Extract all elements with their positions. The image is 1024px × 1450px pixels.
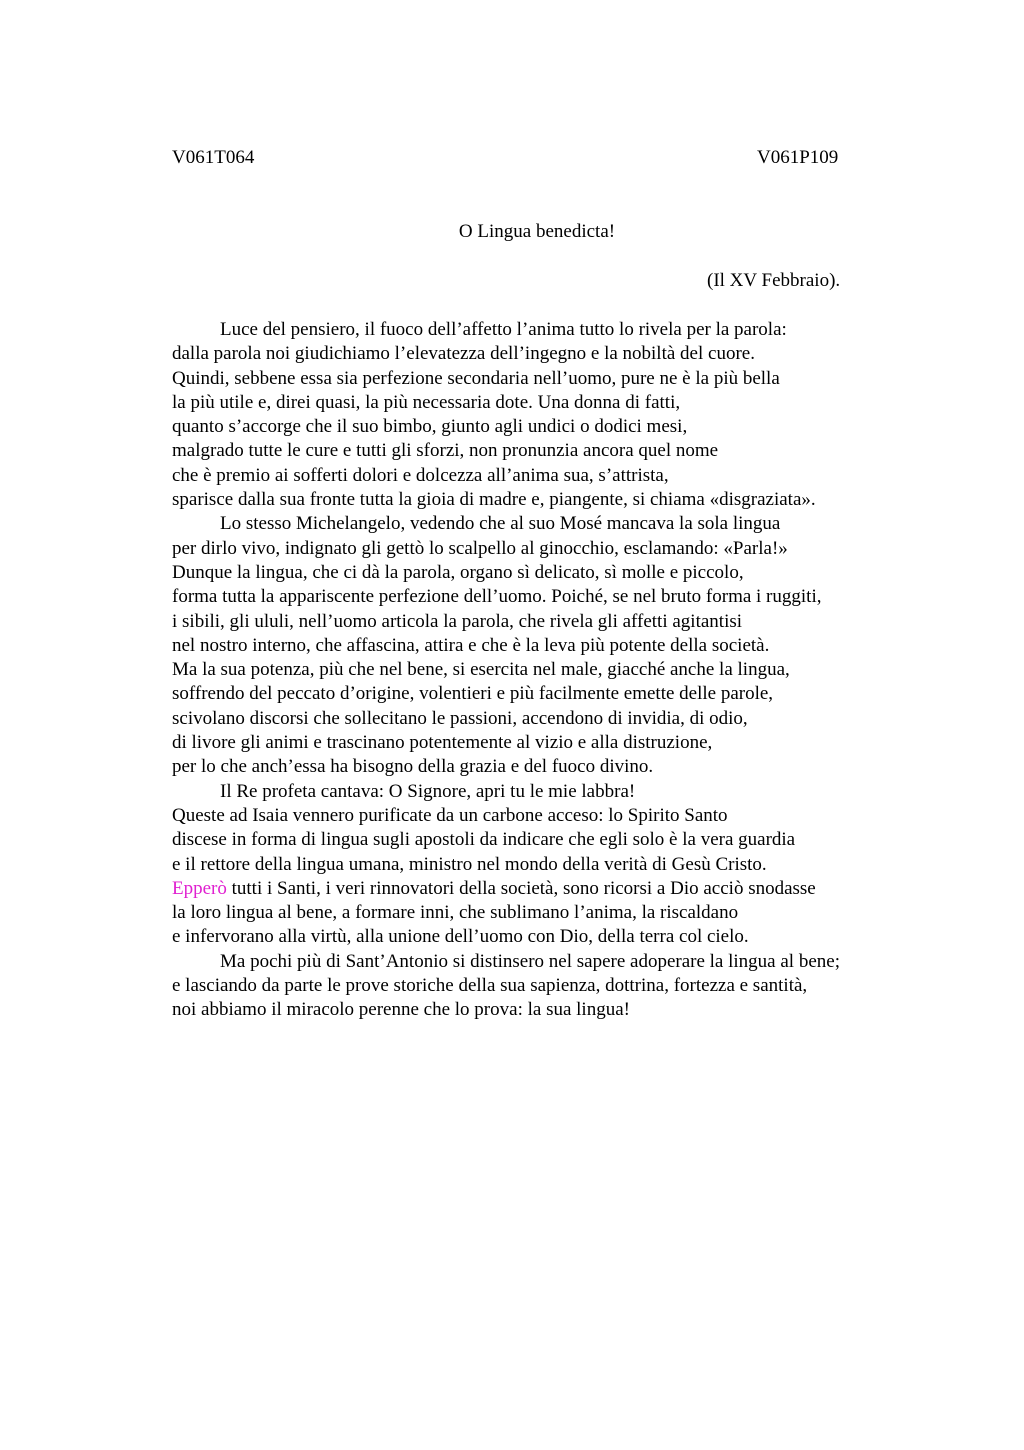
text-line: e lasciando da parte le prove storiche della sua sapienza, dottrina, fortezza e santità, xyxy=(172,975,808,997)
text-line: Luce del pensiero, il fuoco dell’affetto l’anima tutto lo rivela per la parola: xyxy=(220,319,787,340)
text-line: noi abbiamo il miracolo perenne che lo prova: la sua lingua! xyxy=(172,999,630,1021)
page-title: O Lingua benedicta! xyxy=(458,221,616,242)
text-line: i sibili, gli ululi, nell’uomo articola la parola, che rivela gli affetti agitantisi xyxy=(172,610,743,632)
date-line: (Il XV Febbraio). xyxy=(707,270,841,291)
highlighted-word: Epperò xyxy=(172,877,227,899)
text-line: e il rettore della lingua umana, ministro nel mondo della verità di Gesù Cristo. xyxy=(172,853,767,875)
text-line: per dirlo vivo, indignato gli gettò lo scalpello al ginocchio, esclamando: «Parla!» xyxy=(172,537,788,559)
text-line: Lo stesso Michelangelo, vedendo che al suo Mosé mancava la sola lingua xyxy=(220,513,781,535)
text-line: forma tutta la appariscente perfezione dell’uomo. Poiché, se nel bruto forma i ruggiti, xyxy=(172,586,822,608)
text-line: la più utile e, direi quasi, la più necessaria dote. Una donna di fatti, xyxy=(172,391,681,413)
text-line: sparisce dalla sua fronte tutta la gioia di madre e, piangente, si chiama «disgraziata». xyxy=(172,489,816,511)
text-line: Il Re profeta cantava: O Signore, apri tu le mie labbra! xyxy=(220,780,636,802)
text-line: Quindi, sebbene essa sia perfezione secondaria nell’uomo, pure ne è la più bella xyxy=(172,367,780,389)
text-line: scivolano discorsi che sollecitano le passioni, accendono di invidia, di odio, xyxy=(172,707,748,729)
text-line: per lo che anch’essa ha bisogno della grazia e del fuoco divino. xyxy=(172,756,654,778)
body-text xyxy=(172,318,992,1023)
document-code-left: V061T064 xyxy=(172,147,255,168)
text-line: Ma la sua potenza, più che nel bene, si esercita nel male, giacché anche la lingua, xyxy=(172,659,790,681)
text-line: che è premio ai sofferti dolori e dolcezza all’anima sua, s’attrista, xyxy=(172,464,669,486)
text-line: soffrendo del peccato d’origine, volentieri e più facilmente emette delle parole, xyxy=(172,683,774,705)
text-line: di livore gli animi e trascinano potentemente al vizio e alla distruzione, xyxy=(172,732,713,754)
text-line: nel nostro interno, che affascina, attira e che è la leva più potente della società. xyxy=(172,634,770,656)
text-line: Queste ad Isaia vennero purificate da un carbone acceso: lo Spirito Santo xyxy=(172,804,728,826)
text-line: discese in forma di lingua sugli apostoli da indicare che egli solo è la vera guardia xyxy=(172,829,796,851)
page-code-right: V061P109 xyxy=(757,147,839,168)
text-line: quanto s’accorge che il suo bimbo, giunto agli undici o dodici mesi, xyxy=(172,416,688,438)
text-line xyxy=(172,877,992,901)
text-line: e infervorano alla virtù, alla unione dell’uomo con Dio, della terra col cielo. xyxy=(172,926,749,948)
text-line: Ma pochi più di Sant’Antonio si distinsero nel sapere adoperare la lingua al bene; xyxy=(220,950,840,972)
text-line: malgrado tutte le cure e tutti gli sforzi, non pronunzia ancora quel nome xyxy=(172,440,719,462)
text-line-rest: tutti i Santi, i veri rinnovatori della società, sono ricorsi a Dio acciò snodasse xyxy=(226,877,816,899)
text-line: la loro lingua al bene, a formare inni, che sublimano l’anima, la riscaldano xyxy=(172,902,739,924)
text-line: dalla parola noi giudichiamo l’elevatezza dell’ingegno e la nobiltà del cuore. xyxy=(172,343,755,365)
text-line: Dunque la lingua, che ci dà la parola, organo sì delicato, sì molle e piccolo, xyxy=(172,561,744,583)
